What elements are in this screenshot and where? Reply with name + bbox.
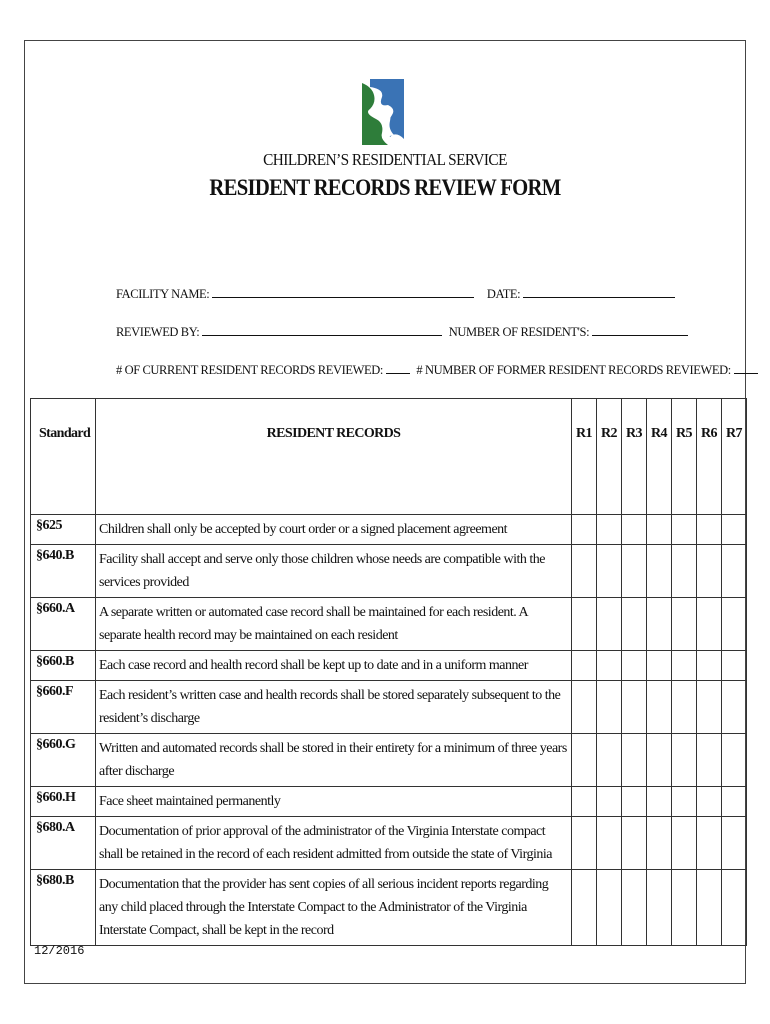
r4-check-cell[interactable]: [647, 681, 672, 734]
r5-check-cell[interactable]: [672, 787, 697, 817]
r3-check-cell[interactable]: [622, 515, 647, 545]
r6-check-cell[interactable]: [697, 870, 722, 946]
r6-check-cell[interactable]: [697, 515, 722, 545]
r5-check-cell[interactable]: [672, 545, 697, 598]
r7-check-cell[interactable]: [722, 734, 747, 787]
table-row: [31, 817, 747, 870]
r1-check-cell[interactable]: [572, 681, 597, 734]
r3-check-cell[interactable]: [622, 787, 647, 817]
r6-check-cell[interactable]: [697, 545, 722, 598]
requirement-cell: Documentation of prior approval of the administrator of the Virginia Interstate compact shall be retained in the record of each resident admitted from outside the state of Virginia: [96, 817, 572, 870]
r1-check-cell[interactable]: [572, 870, 597, 946]
reviewed-by-field[interactable]: [202, 324, 442, 336]
agency-logo-icon: [362, 79, 404, 145]
records-table: [30, 398, 747, 946]
r2-check-cell[interactable]: [597, 545, 622, 598]
standard-cell: §660.A: [31, 598, 96, 651]
r7-check-cell[interactable]: [722, 817, 747, 870]
r5-check-cell[interactable]: [672, 515, 697, 545]
current-records-label: # OF CURRENT RESIDENT RECORDS REVIEWED:: [116, 363, 383, 377]
date-label: DATE:: [486, 287, 521, 301]
standard-cell: §680.B: [31, 870, 96, 946]
r4-check-cell[interactable]: [647, 817, 672, 870]
r5-check-cell[interactable]: [672, 681, 697, 734]
number-of-residents-field[interactable]: [592, 324, 688, 336]
r6-check-cell[interactable]: [697, 651, 722, 681]
r5-check-cell[interactable]: [672, 870, 697, 946]
standard-header: Standard: [31, 399, 96, 515]
r7-check-cell[interactable]: [722, 787, 747, 817]
r1-check-cell[interactable]: [572, 598, 597, 651]
requirement-cell: Each resident’s written case and health records shall be stored separately subsequent to the resident’s discharge: [96, 681, 572, 734]
requirement-cell: Documentation that the provider has sent copies of all serious incident reports regarding any child placed through the Interstate Compact to the Administrator of the Virginia Interstate Compact, shall be kept in the record: [96, 870, 572, 946]
r7-check-cell[interactable]: [722, 681, 747, 734]
table-row: [31, 651, 747, 681]
table-row: [31, 598, 747, 651]
standard-cell: §660.F: [31, 681, 96, 734]
r4-check-cell[interactable]: [647, 787, 672, 817]
r7-header: R7: [722, 399, 747, 515]
r1-check-cell[interactable]: [572, 787, 597, 817]
r5-check-cell[interactable]: [672, 598, 697, 651]
r3-check-cell[interactable]: [622, 681, 647, 734]
table-row: [31, 545, 747, 598]
requirement-cell: Face sheet maintained permanently: [96, 787, 572, 817]
r7-check-cell[interactable]: [722, 515, 747, 545]
r6-header: R6: [697, 399, 722, 515]
r2-check-cell[interactable]: [597, 515, 622, 545]
r1-header: R1: [572, 399, 597, 515]
table-row: [31, 870, 747, 946]
r3-check-cell[interactable]: [622, 598, 647, 651]
r3-header: R3: [622, 399, 647, 515]
r2-check-cell[interactable]: [597, 651, 622, 681]
requirement-cell: Facility shall accept and serve only those children whose needs are compatible with the services provided: [96, 545, 572, 598]
records-count-line: [116, 362, 731, 378]
r5-check-cell[interactable]: [672, 734, 697, 787]
r2-check-cell[interactable]: [597, 681, 622, 734]
requirement-cell: Each case record and health record shall be kept up to date and in a uniform manner: [96, 651, 572, 681]
r3-check-cell[interactable]: [622, 545, 647, 598]
table-row: [31, 787, 747, 817]
r1-check-cell[interactable]: [572, 817, 597, 870]
table-row: [31, 681, 747, 734]
r1-check-cell[interactable]: [572, 545, 597, 598]
r4-check-cell[interactable]: [647, 870, 672, 946]
form-title: RESIDENT RECORDS REVIEW FORM: [209, 175, 561, 200]
standard-cell: §680.A: [31, 817, 96, 870]
r3-check-cell[interactable]: [622, 817, 647, 870]
r5-check-cell[interactable]: [672, 817, 697, 870]
revision-date: 12/2016: [34, 944, 85, 958]
r2-check-cell[interactable]: [597, 817, 622, 870]
r6-check-cell[interactable]: [697, 681, 722, 734]
facility-date-line: [116, 286, 676, 302]
r2-check-cell[interactable]: [597, 787, 622, 817]
r4-check-cell[interactable]: [647, 651, 672, 681]
standard-cell: §625: [31, 515, 96, 545]
r4-check-cell[interactable]: [647, 545, 672, 598]
standard-cell: §660.B: [31, 651, 96, 681]
r6-check-cell[interactable]: [697, 598, 722, 651]
service-subtitle: CHILDREN’S RESIDENTIAL SERVICE: [263, 150, 507, 169]
r1-check-cell[interactable]: [572, 734, 597, 787]
r1-check-cell[interactable]: [572, 651, 597, 681]
r7-check-cell[interactable]: [722, 598, 747, 651]
facility-name-label: FACILITY NAME:: [116, 287, 210, 301]
r3-check-cell[interactable]: [622, 870, 647, 946]
r2-check-cell[interactable]: [597, 870, 622, 946]
table-row: [31, 734, 747, 787]
number-of-residents-label: NUMBER OF RESIDENT'S:: [448, 325, 590, 339]
requirement-cell: Written and automated records shall be stored in their entirety for a minimum of three years after discharge: [96, 734, 572, 787]
r4-check-cell[interactable]: [647, 734, 672, 787]
requirement-cell: A separate written or automated case record shall be maintained for each resident. A separate health record may be maintained on each resident: [96, 598, 572, 651]
r7-check-cell[interactable]: [722, 545, 747, 598]
former-records-field[interactable]: [734, 362, 758, 374]
r6-check-cell[interactable]: [697, 787, 722, 817]
r5-header: R5: [672, 399, 697, 515]
table-row: [31, 515, 747, 545]
former-records-label: # NUMBER OF FORMER RESIDENT RECORDS REVIEWED:: [416, 363, 731, 377]
r5-check-cell[interactable]: [672, 651, 697, 681]
current-records-field[interactable]: [386, 362, 410, 374]
r2-header: R2: [597, 399, 622, 515]
r7-check-cell[interactable]: [722, 870, 747, 946]
r3-check-cell[interactable]: [622, 734, 647, 787]
r6-check-cell[interactable]: [697, 817, 722, 870]
r4-check-cell[interactable]: [647, 515, 672, 545]
reviewed-by-label: REVIEWED BY:: [116, 325, 200, 339]
standard-cell: §660.H: [31, 787, 96, 817]
r6-check-cell[interactable]: [697, 734, 722, 787]
facility-name-field[interactable]: [212, 286, 474, 298]
table-header-row: [31, 399, 747, 515]
r2-check-cell[interactable]: [597, 598, 622, 651]
reviewer-line: [116, 324, 676, 340]
requirement-cell: Children shall only be accepted by court order or a signed placement agreement: [96, 515, 572, 545]
r7-check-cell[interactable]: [722, 651, 747, 681]
r2-check-cell[interactable]: [597, 734, 622, 787]
r3-check-cell[interactable]: [622, 651, 647, 681]
resident-records-header: RESIDENT RECORDS: [96, 399, 572, 515]
date-field[interactable]: [523, 286, 675, 298]
r4-header: R4: [647, 399, 672, 515]
r1-check-cell[interactable]: [572, 515, 597, 545]
r4-check-cell[interactable]: [647, 598, 672, 651]
standard-cell: §660.G: [31, 734, 96, 787]
standard-cell: §640.B: [31, 545, 96, 598]
